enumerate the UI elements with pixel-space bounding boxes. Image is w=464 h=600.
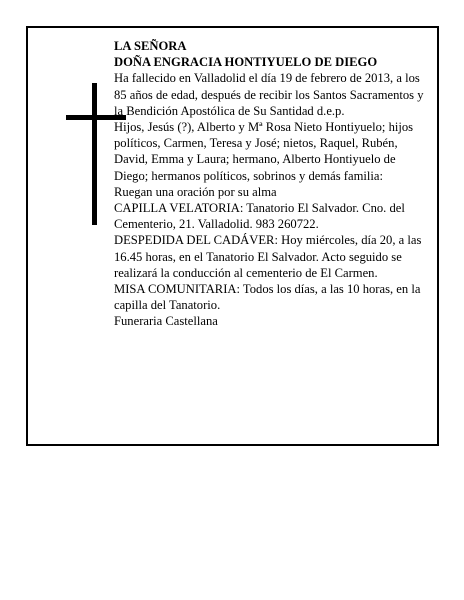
mass-info: MISA COMUNITARIA: Todos los días, a las 10 horas, en la capilla del Tanatorio.	[114, 282, 421, 313]
chapel-info: CAPILLA VELATORIA: Tanatorio El Salvador. Cno. del Cementerio, 21. Valladolid. 983 260722.	[114, 201, 405, 232]
funeral-home: Funeraria Castellana	[114, 314, 218, 329]
prayer-request: Ruegan una oración por su alma	[114, 184, 277, 199]
family-list: Hijos, Jesús (?), Alberto y Mª Rosa Nieto Hontiyuelo; hijos políticos, Carmen, Teresa y José; nietos, Raquel, Rubén, David, Emma y Laura; hermano, Alberto Hontiyuelo de Diego; hermanos políticos, sobrinos y demás familia:	[114, 120, 414, 183]
farewell-info: DESPEDIDA DEL CADÁVER: Hoy miércoles, día 20, a las 16.45 horas, en el Tanatorio El Salvador. Acto seguido se realizará la conducción al cementerio de El Carmen.	[114, 233, 422, 280]
obituary-heading: LA SEÑORA	[114, 39, 187, 53]
cross-vertical-bar	[92, 83, 97, 225]
obituary-text	[114, 38, 432, 330]
death-announcement: Ha fallecido en Valladolid el día 19 de febrero de 2013, a los 85 años de edad, después de recibir los Santos Sacramentos y la Bendición Apostólica de Su Santidad d.e.p.	[114, 71, 424, 118]
deceased-name: DOÑA ENGRACIA HONTIYUELO DE DIEGO	[114, 55, 378, 70]
